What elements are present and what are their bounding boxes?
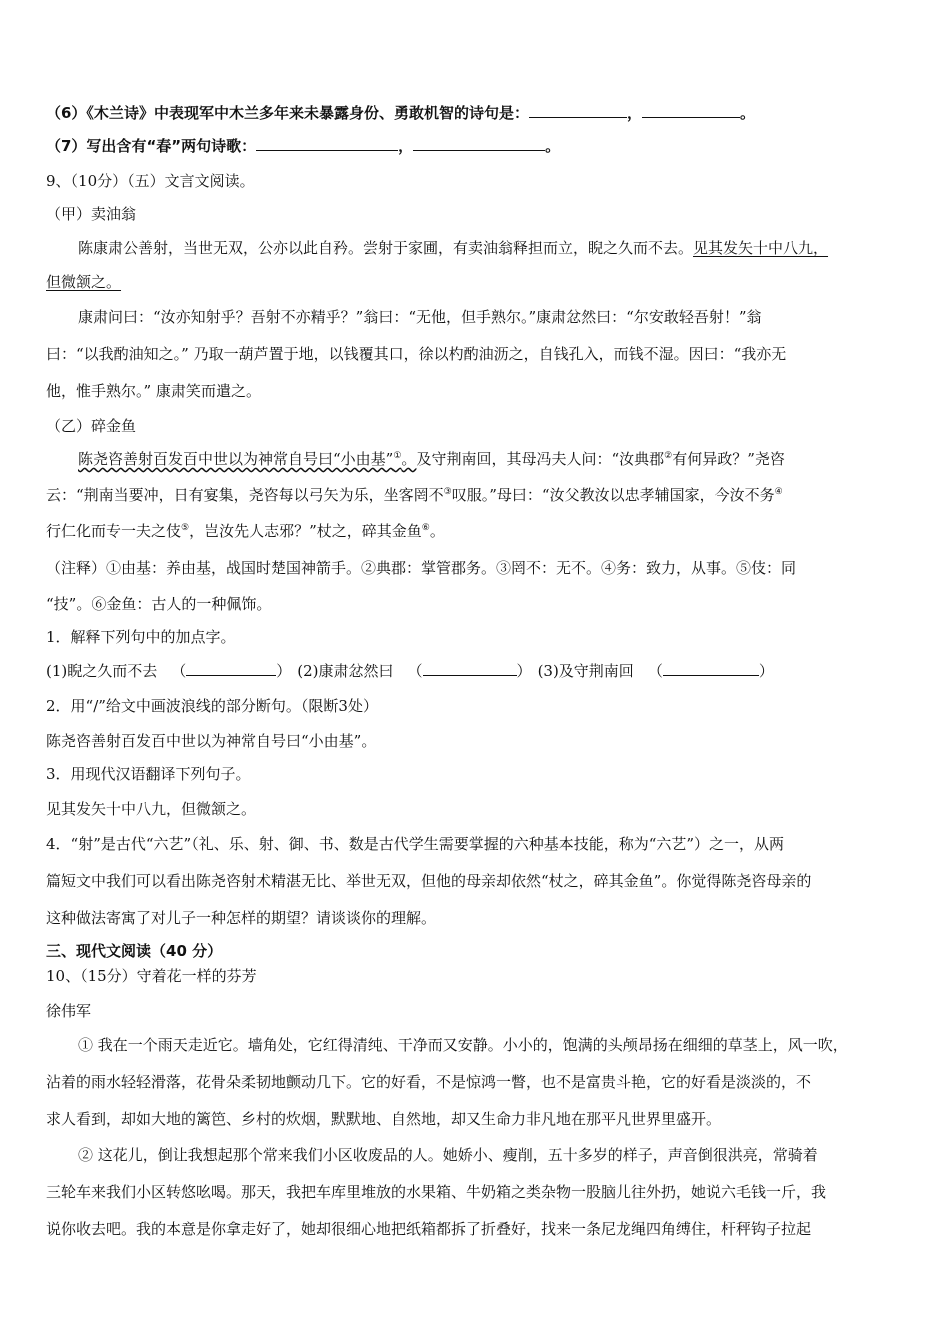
subquestion-4-line2: 篇短文中我们可以看出陈尧咨射术精湛无比、举世无双，但他的母亲却依然“杖之，碎其金鱼”。你觉得陈尧咨母亲的 — [46, 872, 812, 890]
section-3-title: 三、现代文阅读（40 分） — [46, 942, 223, 960]
answer-blank[interactable] — [423, 661, 517, 676]
passage-jia-p2-line3: 他，惟手熟尔。” 康肃笑而遣之。 — [46, 382, 261, 400]
wavy-underlined-sentence: 陈尧咨善射百发百中世以为神常自号曰“小由基”①。 — [78, 450, 417, 468]
passage-yi-title: （乙）碎金鱼 — [46, 417, 137, 435]
q10-author: 徐伟军 — [46, 1002, 92, 1020]
underlined-sentence: 但微颔之。 — [46, 273, 122, 291]
subquestion-4-line3: 这种做法寄寓了对儿子一种怎样的期望？请谈谈你的理解。 — [46, 909, 437, 927]
answer-blank[interactable] — [413, 136, 545, 151]
passage-yi-line2: 云：“荆南当要冲，日有宴集，尧咨每以弓矢为乐，坐客罔不③叹服。”母曰：“汝父教汝以忠孝辅国家，今汝不务④ — [46, 486, 783, 504]
q10-p2-line2: 三轮车来我们小区转悠吆喝。那天，我把车库里堆放的水果箱、牛奶箱之类杂物一股脑儿往外扔，她说六毛钱一斤，我 — [46, 1183, 827, 1201]
answer-blank[interactable] — [186, 661, 276, 676]
answer-blank[interactable] — [529, 103, 627, 118]
underlined-sentence: 见其发矢十中八九， — [693, 239, 829, 257]
answer-blank[interactable] — [642, 103, 740, 118]
q9-header: 9、（10分）（五）文言文阅读。 — [46, 172, 255, 190]
passage-jia-p1-line1: 陈康肃公善射，当世无双，公亦以此自矜。尝射于家圃，有卖油翁释担而立，睨之久而不去。见其发矢十中八九， — [78, 239, 829, 257]
q10-p2-line1: ② 这花儿，倒让我想起那个常来我们小区收废品的人。她娇小、瘦削，五十多岁的样子，声音倒很洪亮，常骑着 — [78, 1146, 818, 1164]
passage-jia-p1-line2 — [46, 272, 121, 292]
q8-item-6: （6）《木兰诗》中表现军中木兰多年来未暴露身份、勇敢机智的诗句是： ， 。 — [46, 104, 755, 122]
subquestion-1: 1．解释下列句中的加点字。 — [46, 628, 236, 646]
passage-yi-line3: 行仁化而专一夫之伎⑤，岂汝先人志邪？”杖之，碎其金鱼⑥。 — [46, 522, 445, 540]
q10-p1-line2: 沾着的雨水轻轻滑落，花骨朵柔韧地颤动几下。它的好看，不是惊鸿一瞥，也不是富贵斗艳，它的好看是淡淡的，不 — [46, 1073, 812, 1091]
subquestion-4-line1: 4．“射”是古代“六艺”（礼、乐、射、御、书、数是古代学生需要掌握的六种基本技能，称为“六艺”）之一，从两 — [46, 835, 785, 853]
passage-jia-title: （甲）卖油翁 — [46, 205, 137, 223]
q10-p1-line1: ① 我在一个雨天走近它。墙角处，它红得清纯、干净而又安静。小小的，饱满的头颅昂扬在细细的草茎上，风一吹， — [78, 1036, 848, 1054]
q10-header: 10、（15分）守着花一样的芬芳 — [46, 967, 257, 985]
subquestion-1-items: (1)睨之久而不去 （ ） (2)康肃忿然曰 （ ） (3)及守荆南回 （ ） — [46, 662, 774, 680]
subquestion-2-text: 陈尧咨善射百发百中世以为神常自号曰“小由基”。 — [46, 732, 377, 750]
subquestion-3-text: 见其发矢十中八九，但微颔之。 — [46, 800, 257, 818]
q8-item-7: （7）写出含有“春”两句诗歌： ， 。 — [46, 137, 561, 155]
answer-blank[interactable] — [663, 661, 759, 676]
passage-yi-line1: 陈尧咨善射百发百中世以为神常自号曰“小由基”①。及守荆南回，其母冯夫人问：“汝典郡②有何异政？”尧咨 — [78, 450, 785, 468]
notes-line1: （注释）①由基：养由基，战国时楚国神箭手。②典郡：掌管郡务。③罔不：无不。④务：致力，从事。⑤伎：同 — [46, 559, 797, 577]
subquestion-2: 2．用“/”给文中画波浪线的部分断句。（限断3处） — [46, 697, 378, 715]
answer-blank[interactable] — [256, 136, 398, 151]
passage-jia-p2-line1: 康肃问曰：“汝亦知射乎？吾射不亦精乎？”翁曰：“无他，但手熟尔。”康肃忿然曰：“尔安敢轻吾射！”翁 — [78, 308, 762, 326]
notes-line2: “技”。⑥金鱼：古人的一种佩饰。 — [46, 595, 272, 613]
q10-p1-line3: 求人看到，却如大地的篱笆、乡村的炊烟，默默地、自然地，却又生命力非凡地在那平凡世界里盛开。 — [46, 1110, 722, 1128]
q10-p2-line3: 说你收去吧。我的本意是你拿走好了，她却很细心地把纸箱都拆了折叠好，找来一条尼龙绳四角缚住，杆秤钩子拉起 — [46, 1220, 812, 1238]
passage-jia-p2-line2: 曰：“以我酌油知之。” 乃取一葫芦置于地，以钱覆其口，徐以杓酌油沥之，自钱孔入，而钱不湿。因曰：“我亦无 — [46, 345, 787, 363]
subquestion-3: 3．用现代汉语翻译下列句子。 — [46, 765, 251, 783]
